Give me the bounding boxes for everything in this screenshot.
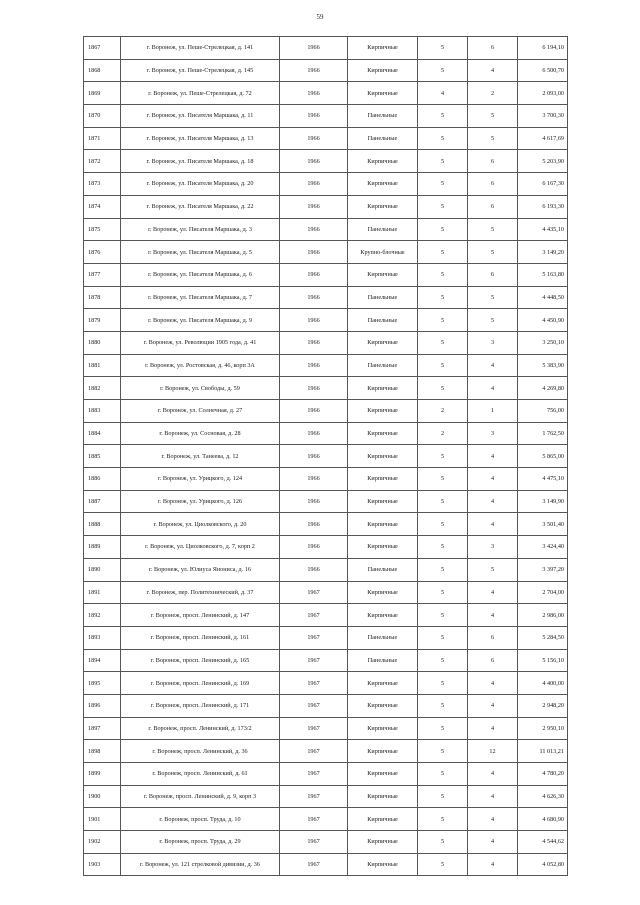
year-cell: 1966 — [280, 82, 348, 105]
cost-cell: 4 617,69 — [518, 127, 568, 150]
floors-cell: 5 — [418, 309, 468, 332]
year-cell: 1966 — [280, 263, 348, 286]
table-row — [84, 763, 568, 786]
year-cell: 1967 — [280, 717, 348, 740]
address-cell: г. Воронеж, ул. Солнечная, д. 27 — [121, 400, 280, 423]
table-row — [84, 581, 568, 604]
row-number: 1873 — [84, 173, 121, 196]
year-cell: 1966 — [280, 195, 348, 218]
cost-cell: 11 013,21 — [518, 740, 568, 763]
cost-cell: 3 149,90 — [518, 490, 568, 513]
cost-cell: 6 167,30 — [518, 173, 568, 196]
floors-cell: 5 — [418, 59, 468, 82]
row-number: 1893 — [84, 626, 121, 649]
floors-cell: 5 — [418, 354, 468, 377]
year-cell: 1966 — [280, 59, 348, 82]
row-number: 1887 — [84, 490, 121, 513]
row-number: 1869 — [84, 82, 121, 105]
row-number: 1875 — [84, 218, 121, 241]
year-cell: 1967 — [280, 581, 348, 604]
address-cell: г. Воронеж, просп. Труда, д. 10 — [121, 808, 280, 831]
cost-cell: 4 475,10 — [518, 468, 568, 491]
address-cell: г. Воронеж, ул. Революции 1905 года, д. 41 — [121, 331, 280, 354]
table-row — [84, 445, 568, 468]
entrances-cell: 4 — [468, 354, 518, 377]
cost-cell: 1 762,50 — [518, 422, 568, 445]
year-cell: 1966 — [280, 422, 348, 445]
floors-cell: 5 — [418, 513, 468, 536]
table-row — [84, 740, 568, 763]
cost-cell: 5 284,50 — [518, 626, 568, 649]
table-row — [84, 853, 568, 876]
wall-material-cell: Кирпичные — [348, 672, 418, 695]
wall-material-cell: Панельные — [348, 649, 418, 672]
address-cell: г. Воронеж, ул. Урицкого, д. 124 — [121, 468, 280, 491]
row-number: 1903 — [84, 853, 121, 876]
floors-cell: 5 — [418, 853, 468, 876]
row-number: 1883 — [84, 400, 121, 423]
entrances-cell: 5 — [468, 105, 518, 128]
table-row — [84, 604, 568, 627]
cost-cell: 4 680,90 — [518, 808, 568, 831]
address-cell: г. Воронеж, просп. Ленинский, д. 147 — [121, 604, 280, 627]
entrances-cell: 4 — [468, 694, 518, 717]
wall-material-cell: Панельные — [348, 218, 418, 241]
entrances-cell: 4 — [468, 377, 518, 400]
address-cell: г. Воронеж, просп. Ленинский, д. 173/2 — [121, 717, 280, 740]
year-cell: 1967 — [280, 853, 348, 876]
address-cell: г. Воронеж, ул. Писателя Маршака, д. 7 — [121, 286, 280, 309]
row-number: 1877 — [84, 263, 121, 286]
address-cell: г. Воронеж, просп. Труда, д. 29 — [121, 831, 280, 854]
table-row — [84, 626, 568, 649]
address-cell: г. Воронеж, ул. Танеева, д. 12 — [121, 445, 280, 468]
cost-cell: 3 501,40 — [518, 513, 568, 536]
wall-material-cell: Панельные — [348, 558, 418, 581]
address-cell: г. Воронеж, ул. Писателя Маршака, д. 6 — [121, 263, 280, 286]
row-number: 1882 — [84, 377, 121, 400]
address-cell: г. Воронеж, ул. Писателя Маршака, д. 20 — [121, 173, 280, 196]
year-cell: 1966 — [280, 558, 348, 581]
entrances-cell: 6 — [468, 173, 518, 196]
year-cell: 1966 — [280, 127, 348, 150]
entrances-cell: 4 — [468, 763, 518, 786]
table-row — [84, 536, 568, 559]
cost-cell: 2 093,00 — [518, 82, 568, 105]
address-cell: г. Воронеж, ул. Писателя Маршака, д. 13 — [121, 127, 280, 150]
table-row — [84, 808, 568, 831]
cost-cell: 5 163,80 — [518, 263, 568, 286]
floors-cell: 5 — [418, 672, 468, 695]
cost-cell: 5 383,90 — [518, 354, 568, 377]
floors-cell: 5 — [418, 150, 468, 173]
year-cell: 1966 — [280, 400, 348, 423]
wall-material-cell: Кирпичные — [348, 150, 418, 173]
table-row — [84, 59, 568, 82]
floors-cell: 5 — [418, 626, 468, 649]
address-cell: г. Воронеж, ул. Пеше-Стрелецкая, д. 72 — [121, 82, 280, 105]
table-row — [84, 195, 568, 218]
floors-cell: 5 — [418, 717, 468, 740]
entrances-cell: 5 — [468, 218, 518, 241]
address-cell: г. Воронеж, просп. Ленинский, д. 9, корп 3 — [121, 785, 280, 808]
row-number: 1899 — [84, 763, 121, 786]
cost-cell: 3 250,10 — [518, 331, 568, 354]
table-row — [84, 400, 568, 423]
entrances-cell: 4 — [468, 490, 518, 513]
table-row — [84, 649, 568, 672]
entrances-cell: 6 — [468, 150, 518, 173]
year-cell: 1966 — [280, 241, 348, 264]
row-number: 1898 — [84, 740, 121, 763]
wall-material-cell: Кирпичные — [348, 853, 418, 876]
year-cell: 1966 — [280, 286, 348, 309]
wall-material-cell: Кирпичные — [348, 82, 418, 105]
wall-material-cell: Кирпичные — [348, 468, 418, 491]
address-cell: г. Воронеж, пер. Политехнический, д. 37 — [121, 581, 280, 604]
table-row — [84, 468, 568, 491]
wall-material-cell: Кирпичные — [348, 740, 418, 763]
address-cell: г. Воронеж, просп. Ленинский, д. 161 — [121, 626, 280, 649]
floors-cell: 5 — [418, 218, 468, 241]
table-row — [84, 513, 568, 536]
entrances-cell: 5 — [468, 309, 518, 332]
wall-material-cell: Кирпичные — [348, 331, 418, 354]
address-cell: г. Воронеж, ул. Пеше-Стрелецкая, д. 141 — [121, 37, 280, 60]
cost-cell: 5 156,10 — [518, 649, 568, 672]
entrances-cell: 6 — [468, 626, 518, 649]
wall-material-cell: Кирпичные — [348, 717, 418, 740]
table-row — [84, 82, 568, 105]
floors-cell: 2 — [418, 422, 468, 445]
table-row — [84, 263, 568, 286]
entrances-cell: 3 — [468, 536, 518, 559]
year-cell: 1967 — [280, 649, 348, 672]
year-cell: 1967 — [280, 808, 348, 831]
year-cell: 1967 — [280, 626, 348, 649]
entrances-cell: 12 — [468, 740, 518, 763]
wall-material-cell: Кирпичные — [348, 694, 418, 717]
wall-material-cell: Панельные — [348, 354, 418, 377]
entrances-cell: 5 — [468, 558, 518, 581]
row-number: 1872 — [84, 150, 121, 173]
floors-cell: 5 — [418, 195, 468, 218]
table-row — [84, 717, 568, 740]
floors-cell: 5 — [418, 536, 468, 559]
entrances-cell: 3 — [468, 331, 518, 354]
wall-material-cell: Кирпичные — [348, 581, 418, 604]
wall-material-cell: Панельные — [348, 127, 418, 150]
cost-cell: 756,00 — [518, 400, 568, 423]
entrances-cell: 6 — [468, 37, 518, 60]
floors-cell: 5 — [418, 173, 468, 196]
entrances-cell: 4 — [468, 59, 518, 82]
year-cell: 1966 — [280, 331, 348, 354]
floors-cell: 5 — [418, 377, 468, 400]
cost-cell: 4 450,90 — [518, 309, 568, 332]
cost-cell: 3 700,30 — [518, 105, 568, 128]
year-cell: 1966 — [280, 377, 348, 400]
address-cell: г. Воронеж, просп. Ленинский, д. 165 — [121, 649, 280, 672]
year-cell: 1967 — [280, 831, 348, 854]
year-cell: 1966 — [280, 445, 348, 468]
address-cell: г. Воронеж, ул. Юлиуса Янониса, д. 16 — [121, 558, 280, 581]
cost-cell: 4 544,62 — [518, 831, 568, 854]
row-number: 1894 — [84, 649, 121, 672]
cost-cell: 6 194,10 — [518, 37, 568, 60]
year-cell: 1967 — [280, 763, 348, 786]
floors-cell: 5 — [418, 785, 468, 808]
floors-cell: 5 — [418, 694, 468, 717]
address-cell: г. Воронеж, ул. Урицкого, д. 126 — [121, 490, 280, 513]
row-number: 1878 — [84, 286, 121, 309]
entrances-cell: 5 — [468, 286, 518, 309]
cost-cell: 3 397,20 — [518, 558, 568, 581]
row-number: 1897 — [84, 717, 121, 740]
cost-cell: 4 435,10 — [518, 218, 568, 241]
cost-cell: 4 448,50 — [518, 286, 568, 309]
entrances-cell: 2 — [468, 82, 518, 105]
wall-material-cell: Кирпичные — [348, 536, 418, 559]
entrances-cell: 4 — [468, 808, 518, 831]
table-row — [84, 309, 568, 332]
address-cell: г. Воронеж, ул. Писателя Маршака, д. 11 — [121, 105, 280, 128]
page-number: 59 — [316, 13, 324, 21]
floors-cell: 5 — [418, 763, 468, 786]
table-row — [84, 127, 568, 150]
table-row — [84, 37, 568, 60]
row-number: 1884 — [84, 422, 121, 445]
wall-material-cell: Кирпичные — [348, 37, 418, 60]
floors-cell: 5 — [418, 37, 468, 60]
entrances-cell: 6 — [468, 195, 518, 218]
entrances-cell: 4 — [468, 513, 518, 536]
floors-cell: 2 — [418, 400, 468, 423]
wall-material-cell: Панельные — [348, 309, 418, 332]
address-cell: г. Воронеж, просп. Ленинский, д. 36 — [121, 740, 280, 763]
table-row — [84, 490, 568, 513]
floors-cell: 5 — [418, 808, 468, 831]
floors-cell: 5 — [418, 445, 468, 468]
year-cell: 1966 — [280, 309, 348, 332]
address-cell: г. Воронеж, ул. Свободы, д. 59 — [121, 377, 280, 400]
row-number: 1896 — [84, 694, 121, 717]
table-row — [84, 150, 568, 173]
wall-material-cell: Кирпичные — [348, 195, 418, 218]
address-cell: г. Воронеж, ул. Сосновая, д. 28 — [121, 422, 280, 445]
floors-cell: 5 — [418, 604, 468, 627]
entrances-cell: 4 — [468, 717, 518, 740]
wall-material-cell: Кирпичные — [348, 422, 418, 445]
row-number: 1876 — [84, 241, 121, 264]
floors-cell: 4 — [418, 82, 468, 105]
wall-material-cell: Кирпичные — [348, 400, 418, 423]
year-cell: 1967 — [280, 785, 348, 808]
year-cell: 1967 — [280, 740, 348, 763]
table-row — [84, 331, 568, 354]
floors-cell: 5 — [418, 127, 468, 150]
address-cell: г. Воронеж, ул. Пеше-Стрелецкая, д. 145 — [121, 59, 280, 82]
cost-cell: 5 203,90 — [518, 150, 568, 173]
year-cell: 1966 — [280, 536, 348, 559]
wall-material-cell: Кирпичные — [348, 263, 418, 286]
entrances-cell: 4 — [468, 581, 518, 604]
cost-cell: 4 780,20 — [518, 763, 568, 786]
year-cell: 1966 — [280, 218, 348, 241]
year-cell: 1966 — [280, 468, 348, 491]
entrances-cell: 6 — [468, 649, 518, 672]
cost-cell: 6 193,30 — [518, 195, 568, 218]
address-cell: г. Воронеж, ул. Писателя Маршака, д. 18 — [121, 150, 280, 173]
entrances-cell: 4 — [468, 672, 518, 695]
table-row — [84, 377, 568, 400]
row-number: 1867 — [84, 37, 121, 60]
housing-table — [83, 36, 568, 876]
address-cell: г. Воронеж, ул. Писателя Маршака, д. 5 — [121, 241, 280, 264]
row-number: 1892 — [84, 604, 121, 627]
entrances-cell: 4 — [468, 785, 518, 808]
row-number: 1888 — [84, 513, 121, 536]
floors-cell: 5 — [418, 558, 468, 581]
entrances-cell: 4 — [468, 468, 518, 491]
address-cell: г. Воронеж, ул. Ростовская, д. 46, корп 3А — [121, 354, 280, 377]
table-row — [84, 241, 568, 264]
cost-cell: 6 500,70 — [518, 59, 568, 82]
address-cell: г. Воронеж, просп. Ленинский, д. 61 — [121, 763, 280, 786]
cost-cell: 2 950,10 — [518, 717, 568, 740]
wall-material-cell: Панельные — [348, 105, 418, 128]
floors-cell: 5 — [418, 105, 468, 128]
entrances-cell: 5 — [468, 241, 518, 264]
cost-cell: 2 704,00 — [518, 581, 568, 604]
table-row — [84, 831, 568, 854]
floors-cell: 5 — [418, 286, 468, 309]
floors-cell: 5 — [418, 331, 468, 354]
floors-cell: 5 — [418, 263, 468, 286]
row-number: 1874 — [84, 195, 121, 218]
year-cell: 1966 — [280, 354, 348, 377]
table-body — [84, 37, 568, 876]
address-cell: г. Воронеж, ул. Писателя Маршака, д. 22 — [121, 195, 280, 218]
table-row — [84, 218, 568, 241]
wall-material-cell: Кирпичные — [348, 445, 418, 468]
table-row — [84, 672, 568, 695]
row-number: 1900 — [84, 785, 121, 808]
year-cell: 1967 — [280, 604, 348, 627]
cost-cell: 5 865,00 — [518, 445, 568, 468]
cost-cell: 4 400,00 — [518, 672, 568, 695]
row-number: 1870 — [84, 105, 121, 128]
row-number: 1895 — [84, 672, 121, 695]
address-cell: г. Воронеж, ул. Циолковского, д. 7, корп 2 — [121, 536, 280, 559]
entrances-cell: 4 — [468, 445, 518, 468]
address-cell: г. Воронеж, ул. Циолковского, д. 20 — [121, 513, 280, 536]
entrances-cell: 4 — [468, 831, 518, 854]
year-cell: 1966 — [280, 513, 348, 536]
wall-material-cell: Кирпичные — [348, 173, 418, 196]
wall-material-cell: Кирпичные — [348, 59, 418, 82]
wall-material-cell: Кирпичные — [348, 808, 418, 831]
row-number: 1868 — [84, 59, 121, 82]
table-row — [84, 173, 568, 196]
wall-material-cell: Кирпичные — [348, 604, 418, 627]
floors-cell: 5 — [418, 490, 468, 513]
row-number: 1891 — [84, 581, 121, 604]
row-number: 1889 — [84, 536, 121, 559]
cost-cell: 4 052,80 — [518, 853, 568, 876]
year-cell: 1966 — [280, 490, 348, 513]
floors-cell: 5 — [418, 468, 468, 491]
year-cell: 1966 — [280, 37, 348, 60]
year-cell: 1967 — [280, 672, 348, 695]
cost-cell: 2 948,20 — [518, 694, 568, 717]
row-number: 1890 — [84, 558, 121, 581]
address-cell: г. Воронеж, просп. Ленинский, д. 171 — [121, 694, 280, 717]
entrances-cell: 4 — [468, 604, 518, 627]
address-cell: г. Воронеж, ул. Писателя Маршака, д. 9 — [121, 309, 280, 332]
cost-cell: 3 149,20 — [518, 241, 568, 264]
row-number: 1886 — [84, 468, 121, 491]
address-cell: г. Воронеж, ул. 121 стрелковой дивизии, д. 36 — [121, 853, 280, 876]
table-row — [84, 558, 568, 581]
wall-material-cell: Панельные — [348, 626, 418, 649]
row-number: 1901 — [84, 808, 121, 831]
cost-cell: 4 626,30 — [518, 785, 568, 808]
table-row — [84, 105, 568, 128]
row-number: 1879 — [84, 309, 121, 332]
wall-material-cell: Кирпичные — [348, 831, 418, 854]
row-number: 1902 — [84, 831, 121, 854]
entrances-cell: 5 — [468, 127, 518, 150]
entrances-cell: 3 — [468, 422, 518, 445]
wall-material-cell: Кирпичные — [348, 490, 418, 513]
entrances-cell: 6 — [468, 263, 518, 286]
wall-material-cell: Панельные — [348, 286, 418, 309]
wall-material-cell: Кирпичные — [348, 513, 418, 536]
row-number: 1871 — [84, 127, 121, 150]
floors-cell: 5 — [418, 649, 468, 672]
row-number: 1881 — [84, 354, 121, 377]
table-row — [84, 286, 568, 309]
cost-cell: 3 424,40 — [518, 536, 568, 559]
floors-cell: 5 — [418, 241, 468, 264]
table-row — [84, 785, 568, 808]
table-row — [84, 694, 568, 717]
year-cell: 1966 — [280, 105, 348, 128]
entrances-cell: 1 — [468, 400, 518, 423]
year-cell: 1966 — [280, 150, 348, 173]
floors-cell: 5 — [418, 740, 468, 763]
year-cell: 1966 — [280, 173, 348, 196]
cost-cell: 4 269,80 — [518, 377, 568, 400]
table-row — [84, 422, 568, 445]
wall-material-cell: Кирпичные — [348, 763, 418, 786]
address-cell: г. Воронеж, просп. Ленинский, д. 169 — [121, 672, 280, 695]
table-row — [84, 354, 568, 377]
cost-cell: 2 986,00 — [518, 604, 568, 627]
row-number: 1885 — [84, 445, 121, 468]
wall-material-cell: Крупно-блочные — [348, 241, 418, 264]
wall-material-cell: Кирпичные — [348, 377, 418, 400]
row-number: 1880 — [84, 331, 121, 354]
floors-cell: 5 — [418, 831, 468, 854]
floors-cell: 5 — [418, 581, 468, 604]
year-cell: 1967 — [280, 694, 348, 717]
address-cell: г. Воронеж, ул. Писателя Маршака, д. 3 — [121, 218, 280, 241]
entrances-cell: 4 — [468, 853, 518, 876]
wall-material-cell: Кирпичные — [348, 785, 418, 808]
